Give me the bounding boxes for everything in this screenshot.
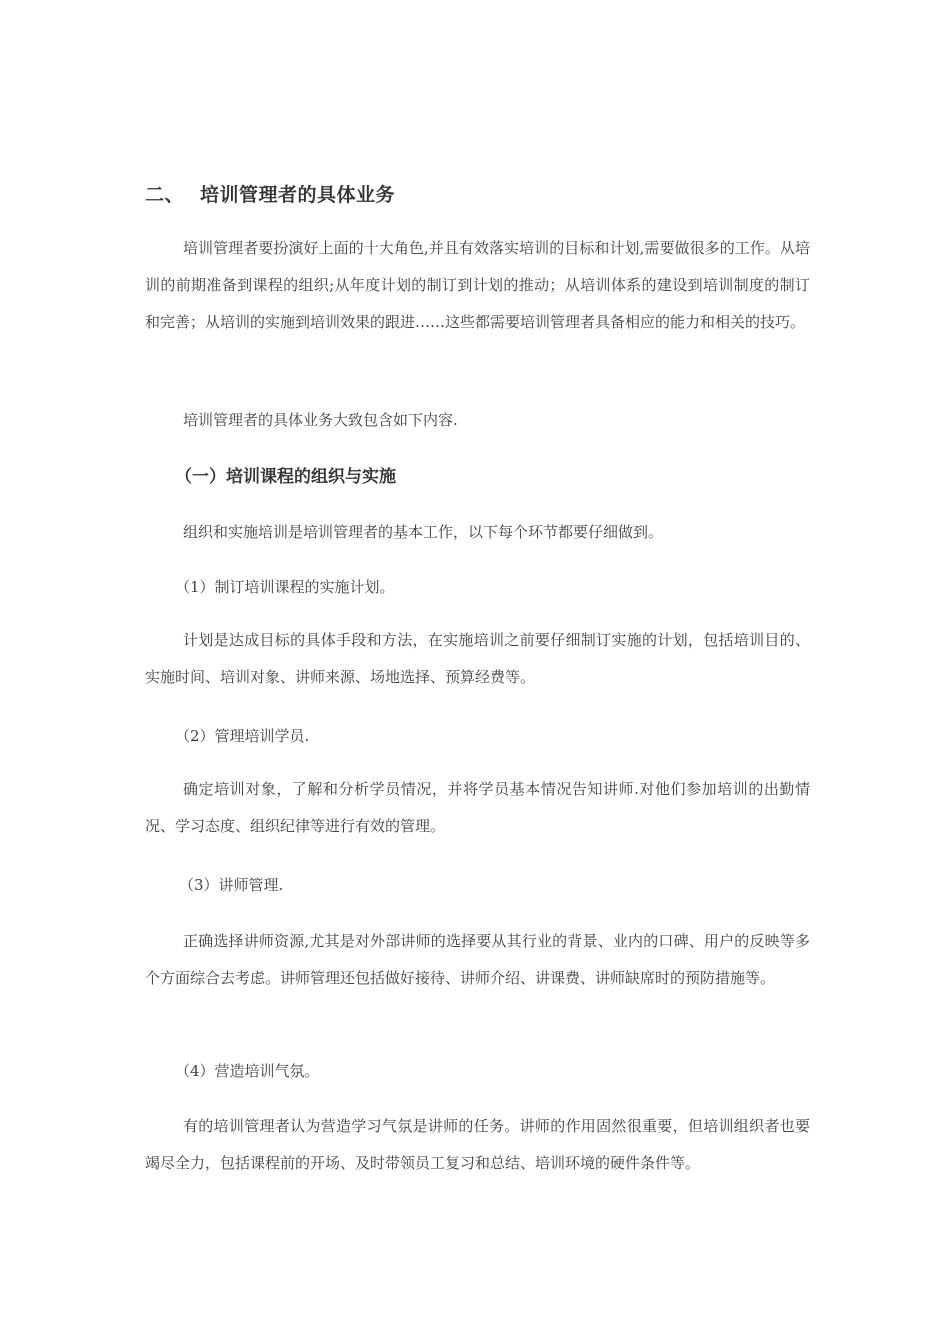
item-2-title: （2）管理培训学员. xyxy=(175,727,310,745)
intro-paragraph: 培训管理者要扮演好上面的十大角色,并且有效落实培训的目标和计划,需要做很多的工作。从培训的前期准备到课程的组织;从年度计划的制订到计划的推动；从培训体系的建设到培训制度的制订和完善；从培训的实施到培训效果的跟进……这些都需要培训管理者具备相应的能力和相关的技巧。 xyxy=(145,239,810,331)
item-1-body: 计划是达成目标的具体手段和方法，在实施培训之前要仔细制订实施的计划，包括培训目的、实施时间、培训对象、讲师来源、场地选择、预算经费等。 xyxy=(145,631,810,686)
item-3-title: （3）讲师管理. xyxy=(179,876,284,894)
subsection-lead: 组织和实施培训是培训管理者的基本工作，以下每个环节都要仔细做到。 xyxy=(183,523,664,541)
subsection-heading: （一）培训课程的组织与实施 xyxy=(175,467,396,487)
item-4-title: （4）营造培训气氛。 xyxy=(175,1062,320,1080)
item-1-title: （1）制订培训课程的实施计划。 xyxy=(175,578,395,596)
intro-line: 培训管理者的具体业务大致包含如下内容. xyxy=(183,411,458,429)
item-4-body: 有的培训管理者认为营造学习气氛是讲师的任务。讲师的作用固然很重要，但培训组织者也要竭尽全力，包括课程前的开场、及时带领员工复习和总结、培训环境的硬件条件等。 xyxy=(145,1117,810,1172)
item-2-body: 确定培训对象，了解和分析学员情况，并将学员基本情况告知讲师.对他们参加培训的出勤情况、学习态度、组织纪律等进行有效的管理。 xyxy=(145,780,810,835)
item-3-body: 正确选择讲师资源,尤其是对外部讲师的选择要从其行业的背景、业内的口碑、用户的反映等多个方面综合去考虑。讲师管理还包括做好接待、讲师介绍、讲课费、讲师缺席时的预防措施等。 xyxy=(145,932,810,987)
section-number: 二、 xyxy=(145,184,185,206)
section-heading xyxy=(145,180,395,207)
section-title: 培训管理者的具体业务 xyxy=(200,184,396,206)
